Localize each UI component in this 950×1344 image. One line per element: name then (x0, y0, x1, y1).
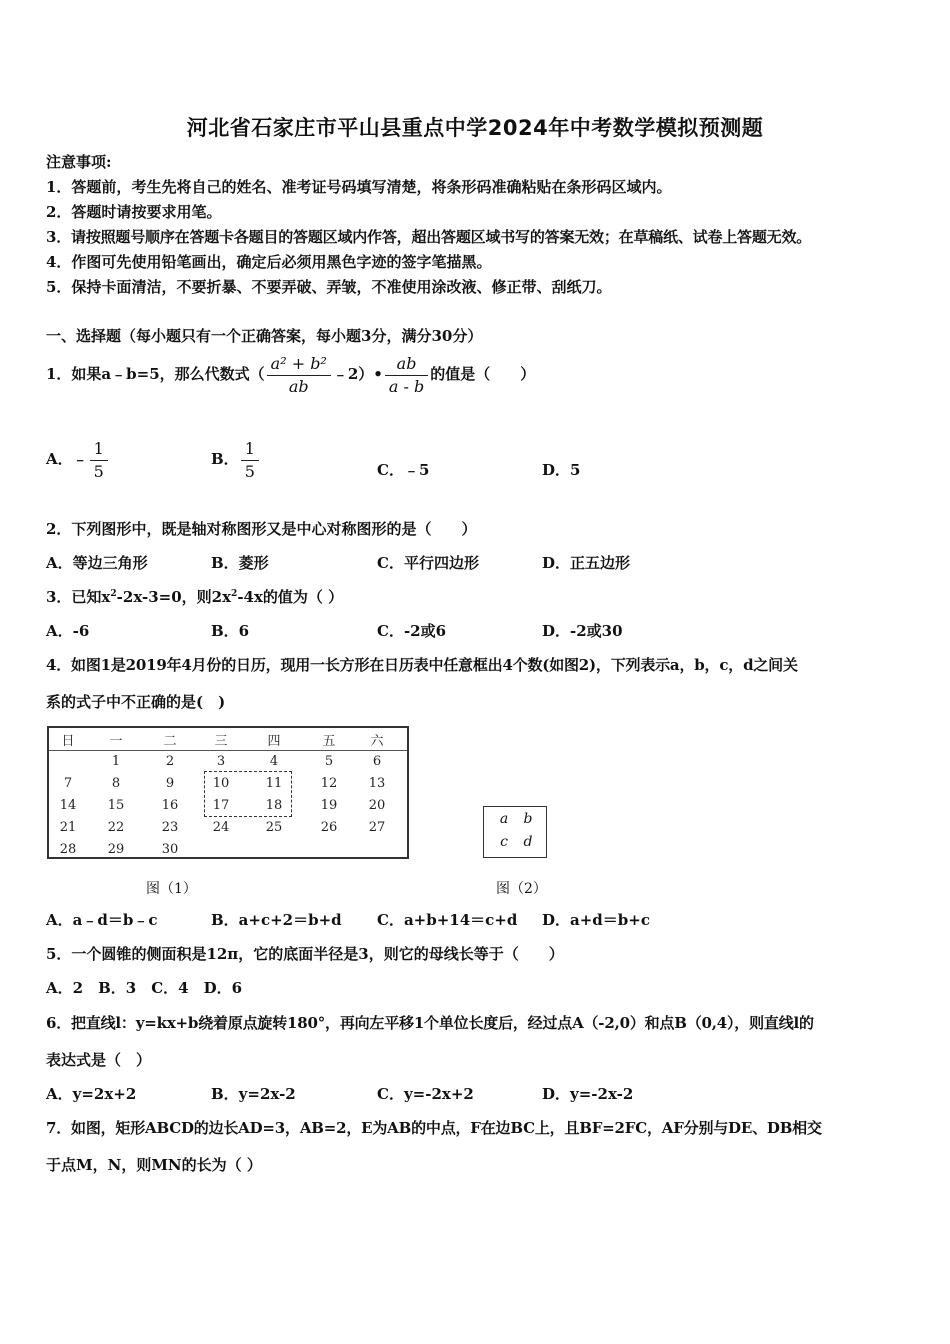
q1-suffix: 的值是（ ） (430, 365, 536, 383)
q4-option-c: C．a+b+14＝c+d (377, 911, 518, 929)
calendar-day: 11 (265, 776, 283, 791)
question-7-line-2: 于点M，N，则MN的长为（ ） (46, 1156, 262, 1174)
q1-fraction-2 (385, 353, 428, 398)
section-heading: 一、选择题（每小题只有一个正确答案，每小题3分，满分30分） (46, 327, 483, 345)
calendar-day: 4 (269, 754, 279, 769)
calendar-day: 29 (107, 842, 125, 857)
calendar-day: 19 (320, 798, 338, 813)
calendar-day: 6 (372, 754, 382, 769)
notice-item-2: 2．答题时请按要求用笔。 (46, 203, 222, 221)
q1-option-b-fraction (241, 438, 259, 483)
q3-option-c: C．-2或6 (377, 622, 447, 640)
notice-heading: 注意事项: (46, 153, 112, 171)
question-7-line-1: 7．如图，矩形ABCD的边长AD=3，AB=2，E为AB的中点，F在边BC上，且BF=2FC，AF分别与DE、DB相交 (46, 1119, 822, 1137)
q1-option-d: D．5 (542, 461, 581, 479)
q3-option-d: D．-2或30 (542, 622, 623, 640)
q1-option-b-label: B． (211, 450, 239, 468)
q2-option-a: A．等边三角形 (46, 554, 148, 572)
calendar-day: 30 (161, 842, 179, 857)
figure-2-var-d: d (523, 834, 533, 850)
q3-stem-part-1: 3．已知x (46, 588, 111, 606)
q2-option-d: D．正五边形 (542, 554, 631, 572)
figure-2-caption: 图（2） (496, 881, 547, 897)
calendar-day: 1 (111, 754, 121, 769)
question-2: 2．下列图形中，既是轴对称图形又是中心对称图形的是（ ） (46, 520, 477, 538)
q1-mid: ﹣2）• (332, 365, 383, 383)
calendar-day: 13 (368, 776, 386, 791)
question-3 (46, 587, 343, 607)
calendar-day: 14 (59, 798, 77, 813)
figure-2-var-c: c (500, 834, 508, 850)
q3-stem-part-2: -2x-3=0，则2x (116, 588, 232, 606)
q3-option-a: A．-6 (46, 622, 90, 640)
calendar-day: 10 (212, 776, 230, 791)
calendar-weekday-header: 日 (61, 734, 75, 749)
notice-item-5: 5．保持卡面清洁，不要折暴、不要弄破、弄皱，不准使用涂改液、修正带、刮纸刀。 (46, 278, 612, 296)
calendar-day: 9 (165, 776, 175, 791)
page-title: 河北省石家庄市平山县重点中学2024年中考数学模拟预测题 (186, 116, 764, 140)
q6-option-c: C．y=-2x+2 (377, 1085, 474, 1103)
q1-option-b-denominator: 5 (244, 461, 255, 481)
figure-2-var-b: b (523, 811, 533, 827)
question-4-line-2: 系的式子中不正确的是( ) (46, 693, 226, 711)
calendar-weekday-header: 三 (214, 734, 228, 749)
q1-frac1-numerator: a² + b² (267, 353, 331, 376)
q1-option-c: C．﹣5 (377, 461, 430, 479)
q1-frac2-denominator: a - b (388, 376, 425, 396)
calendar-weekday-header: 一 (109, 734, 123, 749)
calendar-day: 12 (320, 776, 338, 791)
q1-option-b-numerator: 1 (241, 438, 259, 461)
calendar-day: 24 (212, 820, 230, 835)
calendar-day: 21 (59, 820, 77, 835)
figure-2-box (483, 806, 547, 858)
calendar-weekday-header: 五 (322, 734, 336, 749)
q1-fraction-1 (267, 353, 331, 398)
q1-option-a (46, 437, 110, 483)
calendar-day: 22 (107, 820, 125, 835)
question-6-line-1: 6．把直线l：y=kx+b绕着原点旋转180°，再向左平移1个单位长度后，经过点A（-2,0）和点B（0,4），则直线l的 (46, 1014, 814, 1032)
calendar-figure (47, 726, 409, 859)
notice-item-4: 4．作图可先使用铅笔画出，确定后必须用黑色字迹的签字笔描黑。 (46, 253, 492, 271)
q1-prefix: 1．如果a﹣b=5，那么代数式（ (46, 365, 265, 383)
q3-superscript-2: 2 (231, 589, 238, 599)
question-5: 5．一个圆锥的侧面积是12π，它的底面半径是3，则它的母线长等于（ ） (46, 945, 564, 963)
calendar-weekday-header: 四 (267, 734, 281, 749)
q4-option-b: B．a+c+2＝b+d (211, 911, 342, 929)
q1-option-b (211, 437, 261, 483)
q3-superscript-1: 2 (110, 589, 117, 599)
calendar-day: 15 (107, 798, 125, 813)
calendar-day: 17 (212, 798, 230, 813)
calendar-day: 3 (216, 754, 226, 769)
q2-option-c: C．平行四边形 (377, 554, 479, 572)
calendar-day: 7 (63, 776, 73, 791)
q3-stem-part-3: -4x的值为（ ） (237, 588, 344, 606)
calendar-day: 28 (59, 842, 77, 857)
q1-option-a-denominator: 5 (93, 461, 104, 481)
q6-option-d: D．y=-2x-2 (542, 1085, 634, 1103)
q1-frac2-numerator: ab (385, 353, 428, 376)
question-6-line-2: 表达式是（ ） (46, 1051, 152, 1069)
q6-option-b: B．y=2x-2 (211, 1085, 296, 1103)
q1-frac1-denominator: ab (288, 376, 309, 396)
question-4-line-1: 4．如图1是2019年4月份的日历，现用一长方形在日历表中任意框出4个数(如图2)，下列表示a，b，c，d之间关 (46, 656, 798, 674)
notice-item-3: 3．请按照题号顺序在答题卡各题目的答题区域内作答，超出答题区域书写的答案无效；在草稿纸、试卷上答题无效。 (46, 228, 812, 246)
q1-option-a-numerator: 1 (90, 438, 108, 461)
calendar-weekday-header: 二 (163, 734, 177, 749)
question-1 (46, 352, 535, 398)
q6-option-a: A．y=2x+2 (46, 1085, 137, 1103)
calendar-day: 16 (161, 798, 179, 813)
q4-option-a: A．a﹣d＝b﹣c (46, 911, 158, 929)
notice-item-1: 1．答题前，考生先将自己的姓名、准考证号码填写清楚，将条形码准确粘贴在条形码区域内。 (46, 178, 672, 196)
q1-option-a-label: A．﹣ (46, 450, 88, 468)
calendar-day: 20 (368, 798, 386, 813)
q4-option-d: D．a+d＝b+c (542, 911, 650, 929)
q3-option-b: B．6 (211, 622, 250, 640)
figure-1-caption: 图（1） (146, 881, 197, 897)
q1-option-a-fraction (90, 438, 108, 483)
calendar-day: 18 (265, 798, 283, 813)
calendar-day: 8 (111, 776, 121, 791)
q5-options: A．2 B．3 C．4 D．6 (46, 979, 243, 997)
calendar-day: 27 (368, 820, 386, 835)
q2-option-b: B．菱形 (211, 554, 269, 572)
calendar-day: 5 (324, 754, 334, 769)
calendar-day: 26 (320, 820, 338, 835)
calendar-day: 25 (265, 820, 283, 835)
calendar-weekday-header: 六 (370, 734, 384, 749)
calendar-day: 23 (161, 820, 179, 835)
calendar-day: 2 (165, 754, 175, 769)
figure-2-var-a: a (499, 811, 509, 827)
